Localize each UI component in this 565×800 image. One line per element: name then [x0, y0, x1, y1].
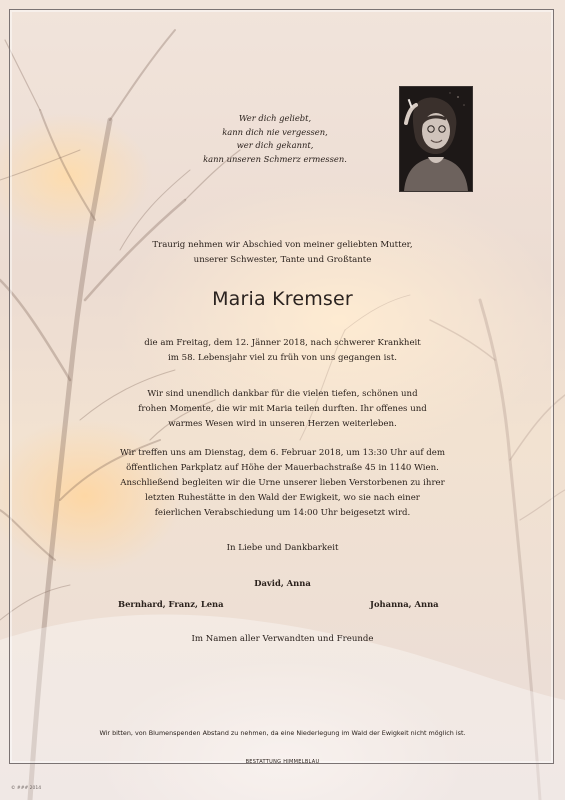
verse-line: kann dich nie vergessen, [222, 126, 328, 137]
verse-line: Wer dich geliebt, [238, 113, 312, 123]
ceremony-line: Wir treffen uns am Dienstag, dem 6. Februar 2018, um 13:30 Uhr auf dem [119, 448, 446, 458]
intro-text [60, 238, 505, 268]
notice-line: die am Freitag, dem 12. Jänner 2018, nach schwerer Krankheit [144, 338, 421, 348]
verse-line: kann unseren Schmerz ermessen. [203, 153, 347, 164]
intro-line: Traurig nehmen wir Abschied von meiner geliebten Mutter, [152, 240, 413, 250]
copyright-mark: © ### 2014 [11, 786, 42, 791]
closing-line: In Liebe und Dankbarkeit [226, 543, 339, 553]
ceremony-line: letzten Ruhestätte in den Wald der Ewigkeit, wo sie nach einer [145, 493, 420, 503]
ceremony-details [60, 446, 505, 521]
gratitude-line: warmes Wesen wird in unseren Herzen weiterleben. [168, 419, 397, 429]
gratitude-line: Wir sind unendlich dankbar für die vielen tiefen, schönen und [147, 389, 418, 399]
relatives-line: Im Namen aller Verwandten und Freunde [191, 634, 374, 644]
memorial-verse [180, 112, 370, 166]
deceased-name: Maria Kremser [212, 288, 353, 310]
family-left-group: Bernhard, Franz, Lena [118, 599, 224, 609]
death-notice [60, 336, 505, 366]
portrait-photo [399, 86, 473, 192]
gratitude-text [60, 387, 505, 432]
family-right-group: Johanna, Anna [370, 599, 439, 609]
ceremony-line: feierlichen Verabschiedung um 14:00 Uhr beigesetzt wird. [154, 508, 411, 518]
flower-donation-note: Wir bitten, von Blumenspenden Abstand zu nehmen, da eine Niederlegung im Wald der Ewigkeit nicht möglich ist. [99, 729, 466, 737]
intro-line: unserer Schwester, Tante und Großtante [193, 255, 372, 265]
family-children: David, Anna [254, 578, 311, 588]
verse-line: wer dich gekannt, [236, 140, 314, 150]
notice-line: im 58. Lebensjahr viel zu früh von uns gegangen ist. [167, 353, 398, 363]
ceremony-line: Anschließend begleiten wir die Urne unserer lieben Verstorbenen zu ihrer [120, 478, 445, 488]
gratitude-line: frohen Momente, die wir mit Maria teilen durften. Ihr offenes und [138, 404, 427, 414]
undertaker-name: BESTATTUNG HIMMELBLAU [245, 759, 320, 765]
ceremony-line: öffentlichen Parkplatz auf Höhe der Mauerbachstraße 45 in 1140 Wien. [126, 463, 439, 473]
